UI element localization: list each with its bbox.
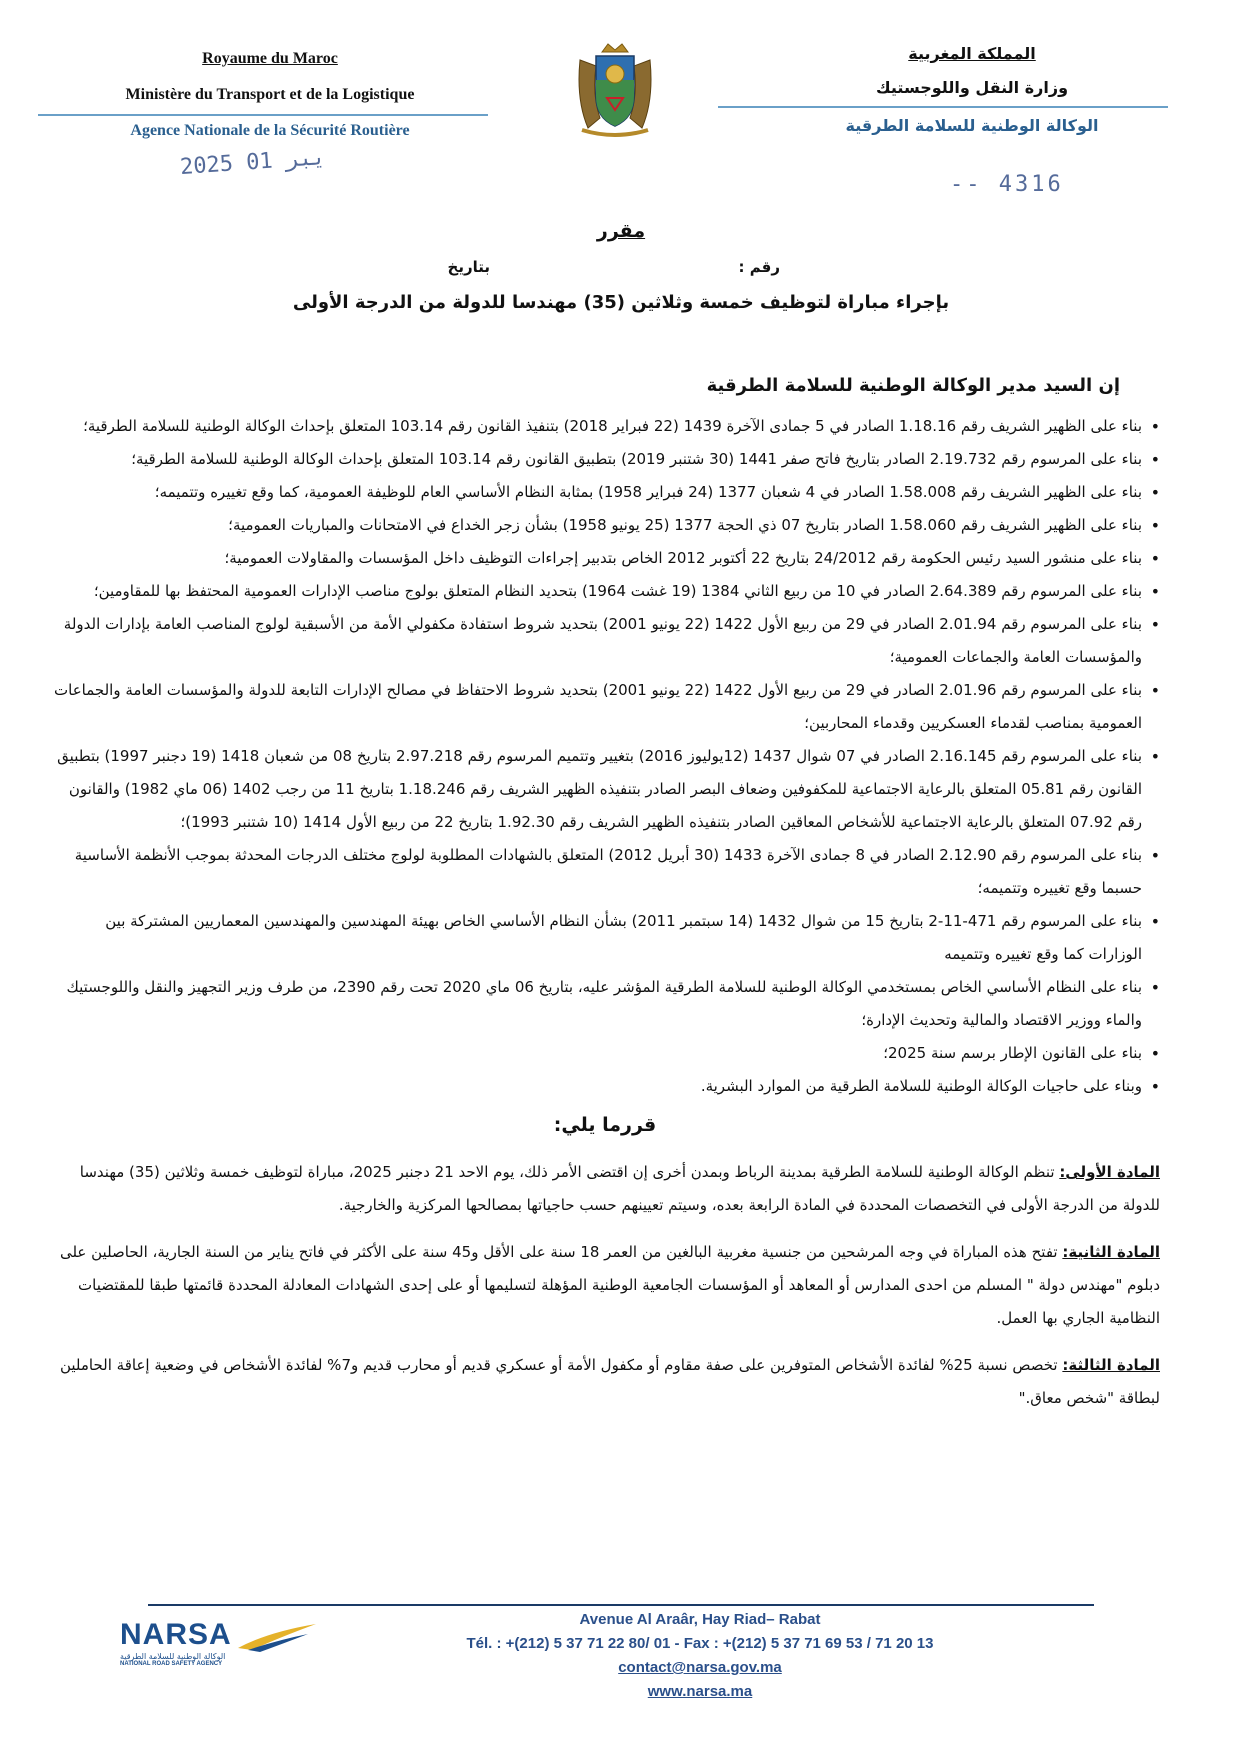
- recital-item: • وبناء على حاجيات الوكالة الوطنية للسلامة الطرقية من الموارد البشرية.: [50, 1070, 1160, 1103]
- decision-heading: مقرر: [596, 220, 646, 242]
- recital-item: • بناء على المرسوم رقم 471-11-2 بتاريخ 15 من شوال 1432 (14 سبتمبر 2011) بشأن النظام الأساسي الخاص بهيئة المهندسين والمهندسين المعماريين المشتركة بين الوزارات كما وقع تغييره وتتميمه: [50, 905, 1160, 971]
- recital-item: • بناء على القانون الإطار برسم سنة 2025؛: [50, 1037, 1160, 1070]
- article-2-label: المادة الثانية:: [1062, 1243, 1160, 1261]
- decision-date-label: بتاريخ: [447, 258, 490, 276]
- reference-number: 4316 --: [950, 172, 1064, 197]
- article-3: [50, 1349, 1160, 1415]
- fr-agency: Agence Nationale de la Sécurité Routière: [130, 122, 410, 139]
- decision-subject: بإجراء مباراة لتوظيف خمسة وثلاثين (35) مهندسا للدولة من الدرجة الأولى: [292, 292, 950, 313]
- recital-item: • بناء على الظهير الشريف رقم 1.18.16 الصادر في 5 جمادى الآخرة 1439 (22 فبراير 2018) بتنفيذ القانون رقم 103.14 المتعلق بإحداث الوكالة الوطنية للسلامة الطرقية؛: [50, 410, 1160, 443]
- narsa-logo-text: NARSA: [120, 1618, 232, 1651]
- article-1-text: تنظم الوكالة الوطنية للسلامة الطرقية بمدينة الرباط وبمدن أخرى إن اقتضى الأمر ذلك، يوم الاحد 21 دجنبر 2025، مباراة لتوظيف خمسة وثلاثين (35) مهندسا للدولة من الدرجة الأولى في التخصصات المحددة في المادة الرابعة بعده، وسيتم تعيينهم حسب حاجياتها بمصالحها المركزية والخارجية.: [79, 1163, 1160, 1214]
- footer-email-link[interactable]: contact@narsa.gov.ma: [618, 1659, 782, 1676]
- moroccan-coat-of-arms-emblem: [566, 40, 664, 140]
- recital-item: • بناء على منشور السيد رئيس الحكومة رقم 24/2012 بتاريخ 22 أكتوبر 2012 الخاص بتدبير إجراءات التوظيف داخل المؤسسات والمقاولات العمومية؛: [50, 542, 1160, 575]
- decision-body: [50, 410, 1160, 1415]
- article-2: [50, 1236, 1160, 1335]
- article-3-text: تخصص نسبة 25% لفائدة الأشخاص المتوفرين على صفة مقاوم أو مكفول الأمة أو عسكري قديم أو محارب قديم و7% لفائدة الأشخاص في وضعية إعاقة الحاملين لبطاقة "شخص معاق.": [59, 1356, 1160, 1407]
- footer-contact: [400, 1608, 1000, 1704]
- recital-item: • بناء على المرسوم رقم 2.19.732 الصادر بتاريخ فاتح صفر 1441 (30 شتنبر 2019) بتطبيق القانون رقم 103.14 المتعلق بإحداث الوكالة الوطنية للسلامة الطرقية؛: [50, 443, 1160, 476]
- footer-address: Avenue Al Araâr, Hay Riad– Rabat: [579, 1611, 821, 1628]
- recitals-list: [50, 410, 1160, 1103]
- article-1: [50, 1156, 1160, 1222]
- narsa-logo-sub-en: NATIONAL ROAD SAFETY AGENCY: [120, 1661, 223, 1667]
- article-3-label: المادة الثالثة:: [1062, 1356, 1160, 1374]
- article-2-text: تفتح هذه المباراة في وجه المرشحين من جنسية مغربية البالغين من العمر 18 سنة على الأقل و45 سنة على الأكثر في فاتح يناير من السنة الجارية، الحاصلين على دبلوم "مهندس دولة " المسلم من احدى المدارس أو المعاهد أو المؤسسات الجامعية الوطنية المؤهلة لتسليمها أو على إحدى الشهادات المعادلة المحددة قائمتها طبقا للمقتضيات النظامية الجاري بها العمل.: [59, 1243, 1160, 1327]
- recital-item: • بناء على المرسوم رقم 2.16.145 الصادر في 07 شوال 1437 (12يوليوز 2016) بتغيير وتتميم المرسوم رقم 2.97.218 بتاريخ 08 من شعبان 1418 (19 دجنبر 1997) بتطبيق القانون رقم 05.81 المتعلق بالرعاية الاجتماعية للمكفوفين وضعاف البصر الصادر بتنفيذه الظهير الشريف رقم 1.18.246 بتاريخ 11 من رجب 1402 (06 ماي 1982) والقانون رقم 07.92 المتعلق بالرعاية الاجتماعية للأشخاص المعاقين الصادر بتنفيذه الظهير الشريف رقم 1.92.30 بتاريخ 22 من ربيع الأول 1414 (10 شتنبر 1993)؛: [50, 740, 1160, 839]
- recital-item: • بناء على المرسوم رقم 2.12.90 الصادر في 8 جمادى الآخرة 1433 (30 أبريل 2012) المتعلق بالشهادات المطلوبة لولوج مختلف الدرجات المحدثة بموجب الأنظمة الأساسية حسبما وقع تغييره وتتميمه؛: [50, 839, 1160, 905]
- header-rule-left: [38, 114, 488, 116]
- recital-item: • بناء على النظام الأساسي الخاص بمستخدمي الوكالة الوطنية للسلامة الطرقية المؤشر عليه، بتاريخ 06 ماي 2020 تحت رقم 2390، من طرف وزير التجهيز والنقل واللوجستيك والماء ووزير الاقتصاد والمالية وتحديث الإدارة؛: [50, 971, 1160, 1037]
- recital-item: • بناء على الظهير الشريف رقم 1.58.008 الصادر في 4 شعبان 1377 (24 فبراير 1958) بمثابة النظام الأساسي العام للوظيفة العمومية، كما وقع تغييره وتتميمه؛: [50, 476, 1160, 509]
- decision-number-label: رقم :: [738, 258, 780, 276]
- footer-phone-fax: Tél. : +(212) 5 37 71 22 80/ 01 - Fax : +(212) 5 37 71 69 53 / 71 20 13: [466, 1635, 934, 1652]
- logo-swoosh-icon: [238, 1622, 318, 1652]
- date-stamp: 2025 يبر 01: [179, 144, 327, 181]
- ar-kingdom: المملكة المغربية: [908, 44, 1036, 63]
- authority-line: إن السيد مدير الوكالة الوطنية للسلامة الطرقية: [706, 375, 1120, 396]
- recital-item: • بناء على المرسوم رقم 2.01.96 الصادر في 29 من ربيع الأول 1422 (22 يونيو 2001) بتحديد شروط الاحتفاظ في مصالح الإدارات التابعة للدولة والمؤسسات العامة والجماعات العمومية بمناصب لقدماء العسكريين وقدماء المحاربين؛: [50, 674, 1160, 740]
- article-1-label: المادة الأولى:: [1059, 1163, 1160, 1181]
- recital-item: • بناء على الظهير الشريف رقم 1.58.060 الصادر بتاريخ 07 ذي الحجة 1377 (25 يونيو 1958) بشأن زجر الخداع في الامتحانات والمباريات العمومية؛: [50, 509, 1160, 542]
- decided-heading: قررما يلي:: [553, 1114, 657, 1136]
- footer-website-link[interactable]: www.narsa.ma: [647, 1683, 753, 1700]
- fr-kingdom: Royaume du Maroc: [202, 50, 338, 67]
- footer-rule: [148, 1604, 1094, 1606]
- ar-agency: الوكالة الوطنية للسلامة الطرقية: [845, 116, 1099, 135]
- ar-ministry: وزارة النقل واللوجستيك: [875, 78, 1069, 97]
- recital-item: • بناء على المرسوم رقم 2.64.389 الصادر في 10 من ربيع الثاني 1384 (19 غشت 1964) بتحديد النظام المتعلق بولوج مناصب الإدارات العمومية المحتفظ بها للمقاومين؛: [50, 575, 1160, 608]
- narsa-logo: [120, 1618, 320, 1708]
- narsa-logo-sub-ar: الوكالة الوطنية للسلامة الطرقية: [120, 1652, 226, 1661]
- header-rule-right: [718, 106, 1168, 108]
- fr-ministry: Ministère du Transport et de la Logistique: [125, 86, 415, 103]
- recital-item: • بناء على المرسوم رقم 2.01.94 الصادر في 29 من ربيع الأول 1422 (22 يونيو 2001) بتحديد شروط استفادة مكفولي الأمة من الأسبقية لولوج المناصب العامة بإدارات الدولة والمؤسسات العامة والجماعات العمومية؛: [50, 608, 1160, 674]
